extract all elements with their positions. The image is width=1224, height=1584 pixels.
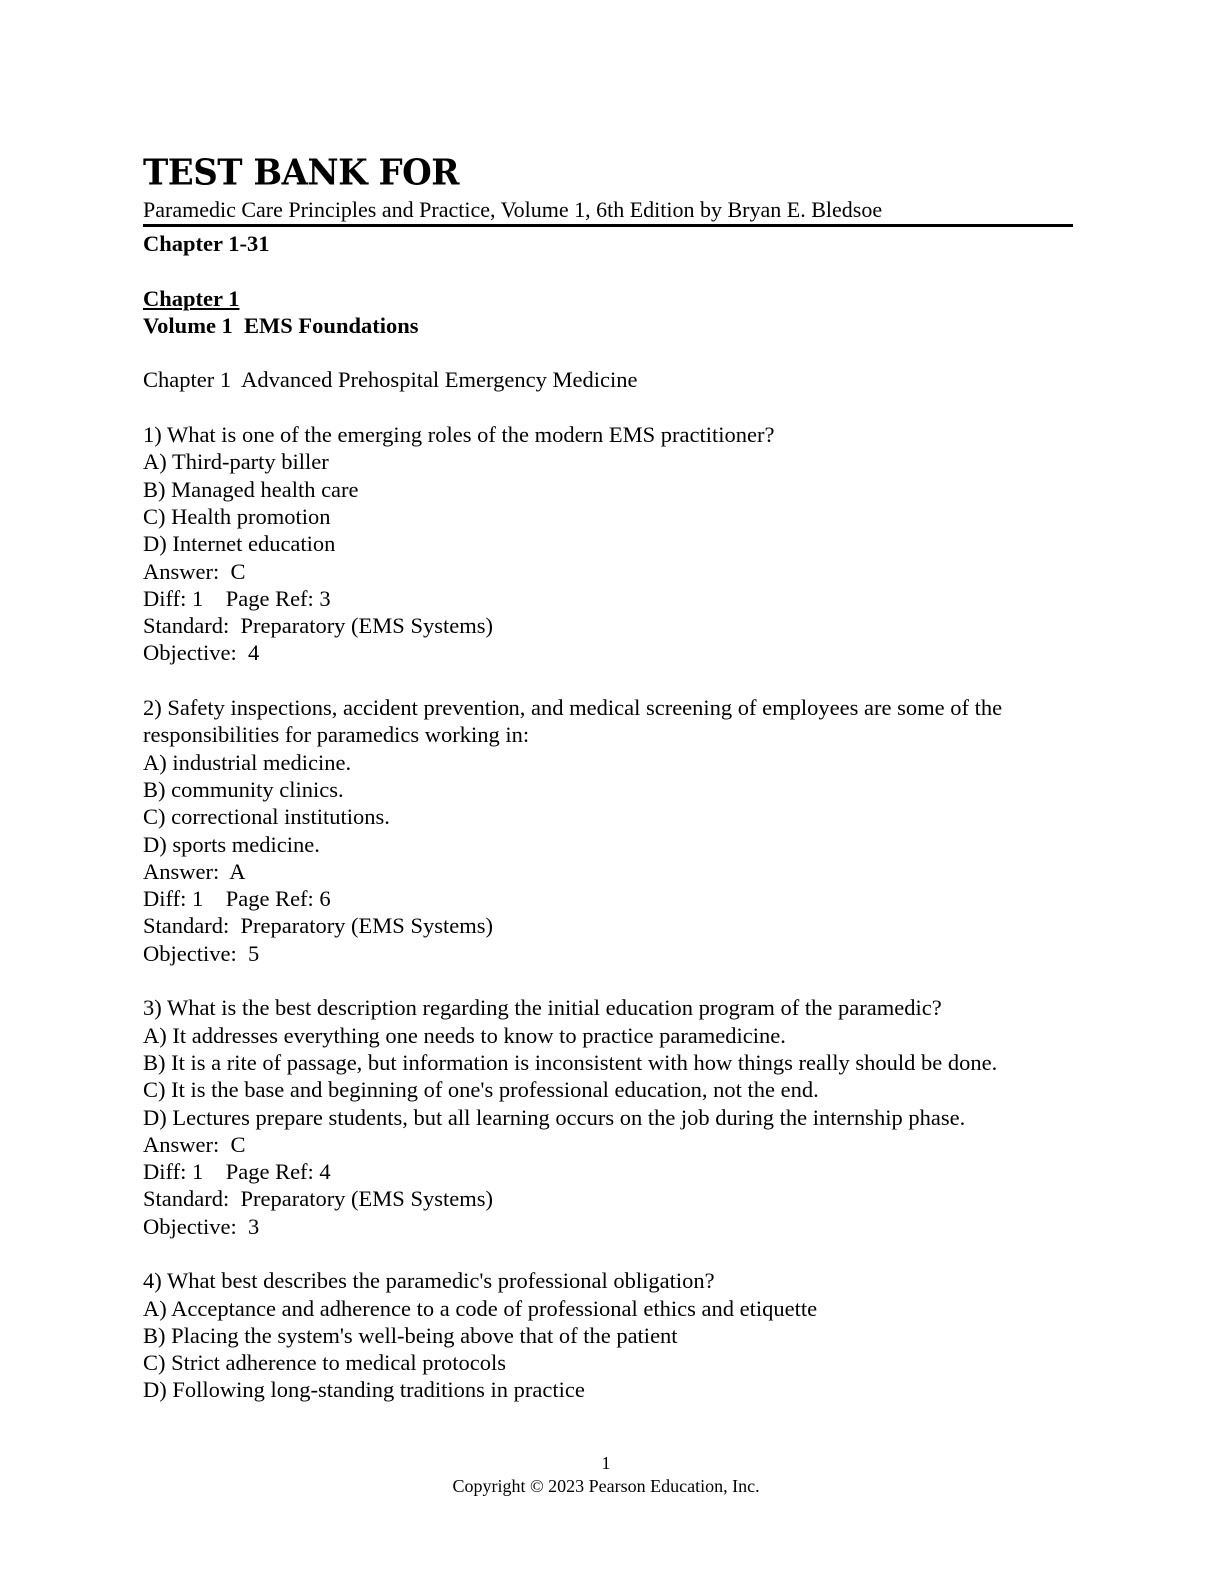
standard: Standard: Preparatory (EMS Systems) xyxy=(143,1186,493,1212)
question-stem-continued: responsibilities for paramedics working in: xyxy=(143,722,530,748)
option-c: C) Health promotion xyxy=(143,503,331,529)
book-title: Paramedic Care Principles and Practice, Volume 1, 6th Edition by Bryan E. Bledsoe xyxy=(143,196,1073,227)
difficulty-page-ref: Diff: 1 Page Ref: 6 xyxy=(143,886,331,912)
option-a: A) Acceptance and adherence to a code of professional ethics and etiquette xyxy=(143,1295,818,1321)
option-c: C) Strict adherence to medical protocols xyxy=(143,1350,506,1376)
objective: Objective: 5 xyxy=(143,940,260,966)
standard: Standard: Preparatory (EMS Systems) xyxy=(143,913,493,939)
test-bank-title: TEST BANK FOR xyxy=(143,152,460,194)
volume-heading: Volume 1 EMS Foundations xyxy=(143,312,419,338)
option-b: B) Managed health care xyxy=(143,476,359,502)
difficulty-page-ref: Diff: 1 Page Ref: 4 xyxy=(143,1159,331,1185)
option-b: B) It is a rite of passage, but information is inconsistent with how things really should be done. xyxy=(143,1049,998,1075)
standard: Standard: Preparatory (EMS Systems) xyxy=(143,613,493,639)
question-stem: 4) What best describes the paramedic's professional obligation? xyxy=(143,1268,715,1294)
objective: Objective: 3 xyxy=(143,1213,260,1239)
option-b: B) Placing the system's well-being above that of the patient xyxy=(143,1322,678,1348)
option-c: C) correctional institutions. xyxy=(143,804,390,830)
question-4 xyxy=(143,1267,1073,1403)
option-a: A) Third-party biller xyxy=(143,449,329,475)
question-stem: 1) What is one of the emerging roles of the modern EMS practitioner? xyxy=(143,422,775,448)
option-d: D) Following long-standing traditions in practice xyxy=(143,1377,585,1403)
chapter-range: Chapter 1-31 xyxy=(143,231,270,256)
copyright-notice: Copyright © 2023 Pearson Education, Inc. xyxy=(452,1476,760,1496)
objective: Objective: 4 xyxy=(143,640,260,666)
answer: Answer: C xyxy=(143,1131,246,1157)
option-d: D) Lectures prepare students, but all learning occurs on the job during the internship phase. xyxy=(143,1104,966,1130)
document-page xyxy=(143,150,1073,1404)
question-1 xyxy=(143,421,1073,667)
answer: Answer: C xyxy=(143,558,246,584)
question-stem: 3) What is the best description regarding the initial education program of the paramedic? xyxy=(143,995,942,1021)
question-3 xyxy=(143,994,1073,1240)
option-a: A) industrial medicine. xyxy=(143,749,352,775)
chapter-heading: Chapter 1 xyxy=(143,285,240,311)
option-c: C) It is the base and beginning of one's professional education, not the end. xyxy=(143,1077,819,1103)
difficulty-page-ref: Diff: 1 Page Ref: 3 xyxy=(143,585,331,611)
option-d: D) sports medicine. xyxy=(143,831,320,857)
question-2 xyxy=(143,694,1073,967)
question-stem: 2) Safety inspections, accident prevention, and medical screening of employees are some of the xyxy=(143,695,1003,721)
option-b: B) community clinics. xyxy=(143,776,344,802)
chapter-title: Chapter 1 Advanced Prehospital Emergency Medicine xyxy=(143,367,638,393)
option-d: D) Internet education xyxy=(143,531,336,557)
page-number: 1 xyxy=(601,1453,611,1473)
option-a: A) It addresses everything one needs to know to practice paramedicine. xyxy=(143,1022,786,1048)
answer: Answer: A xyxy=(143,858,246,884)
